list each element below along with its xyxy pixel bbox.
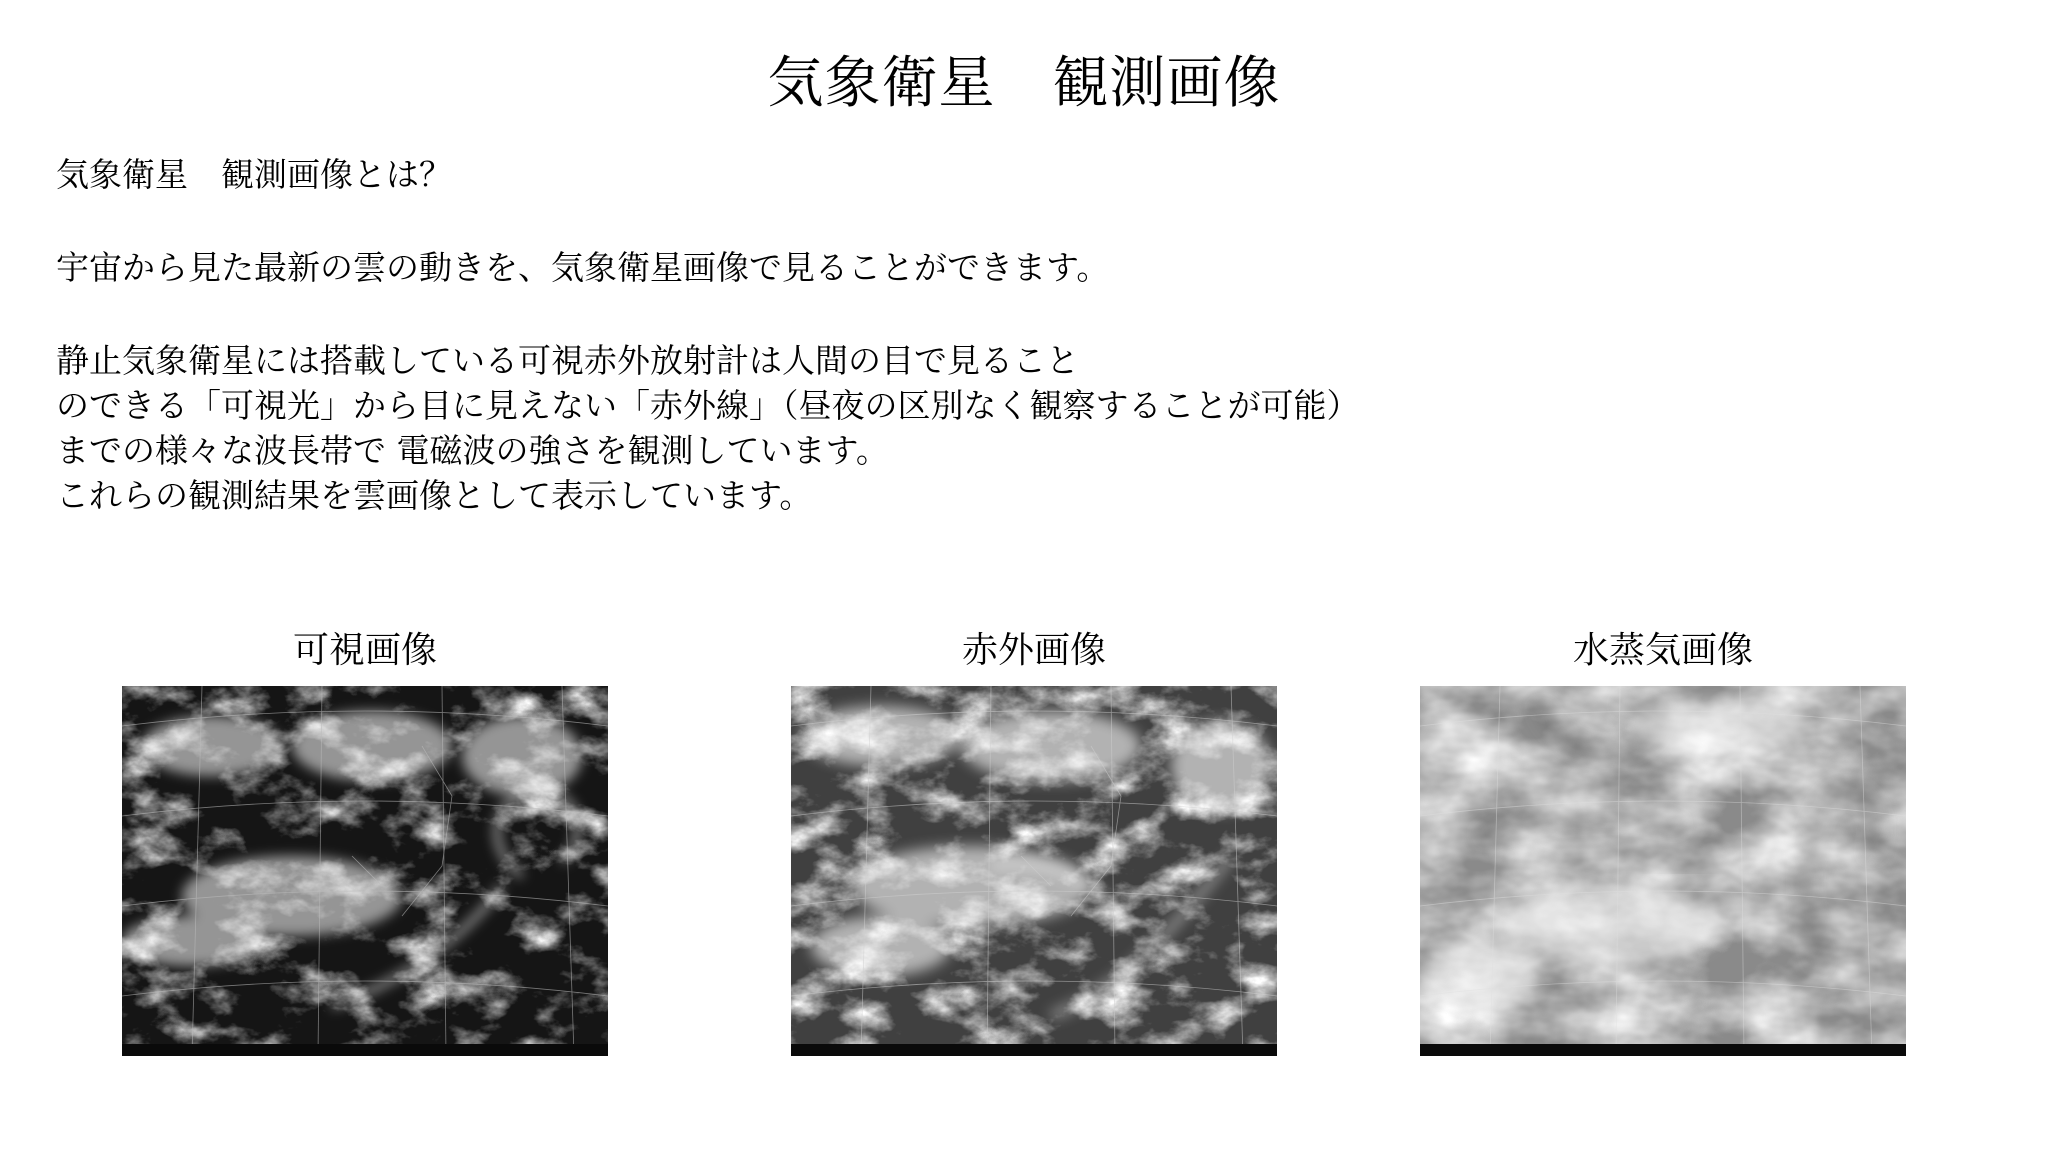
page-title: 気象衛星 観測画像	[767, 51, 1281, 116]
paragraph-2-line-3: までの様々な波長帯で 電磁波の強さを観測しています。	[56, 431, 889, 470]
caption-water-vapor: 水蒸気画像	[1572, 630, 1753, 671]
water-vapor-satellite-image	[1420, 686, 1906, 1056]
caption-visible: 可視画像	[292, 630, 437, 671]
paragraph-2-line-1: 静止気象衛星には搭載している可視赤外放射計は人間の目で見ること	[56, 341, 1079, 380]
figure-infrared	[791, 624, 1277, 678]
figure-water-vapor	[1420, 624, 1906, 678]
paragraph-2-line-2: のできる「可視光」から目に見えない「赤外線」（昼夜の区別なく観察することが可能）	[56, 386, 1360, 425]
paragraph-2-line-4: これらの観測結果を雲画像として表示しています。	[56, 476, 813, 515]
caption-infrared: 赤外画像	[961, 630, 1106, 671]
figure-visible	[122, 624, 608, 678]
paragraph-1: 宇宙から見た最新の雲の動きを、気象衛星画像で見ることができます。	[56, 248, 1110, 287]
visible-satellite-image	[122, 686, 608, 1056]
infrared-satellite-image	[791, 686, 1277, 1056]
body-text	[56, 152, 1360, 518]
intro-heading: 気象衛星 観測画像とは？	[56, 155, 452, 194]
